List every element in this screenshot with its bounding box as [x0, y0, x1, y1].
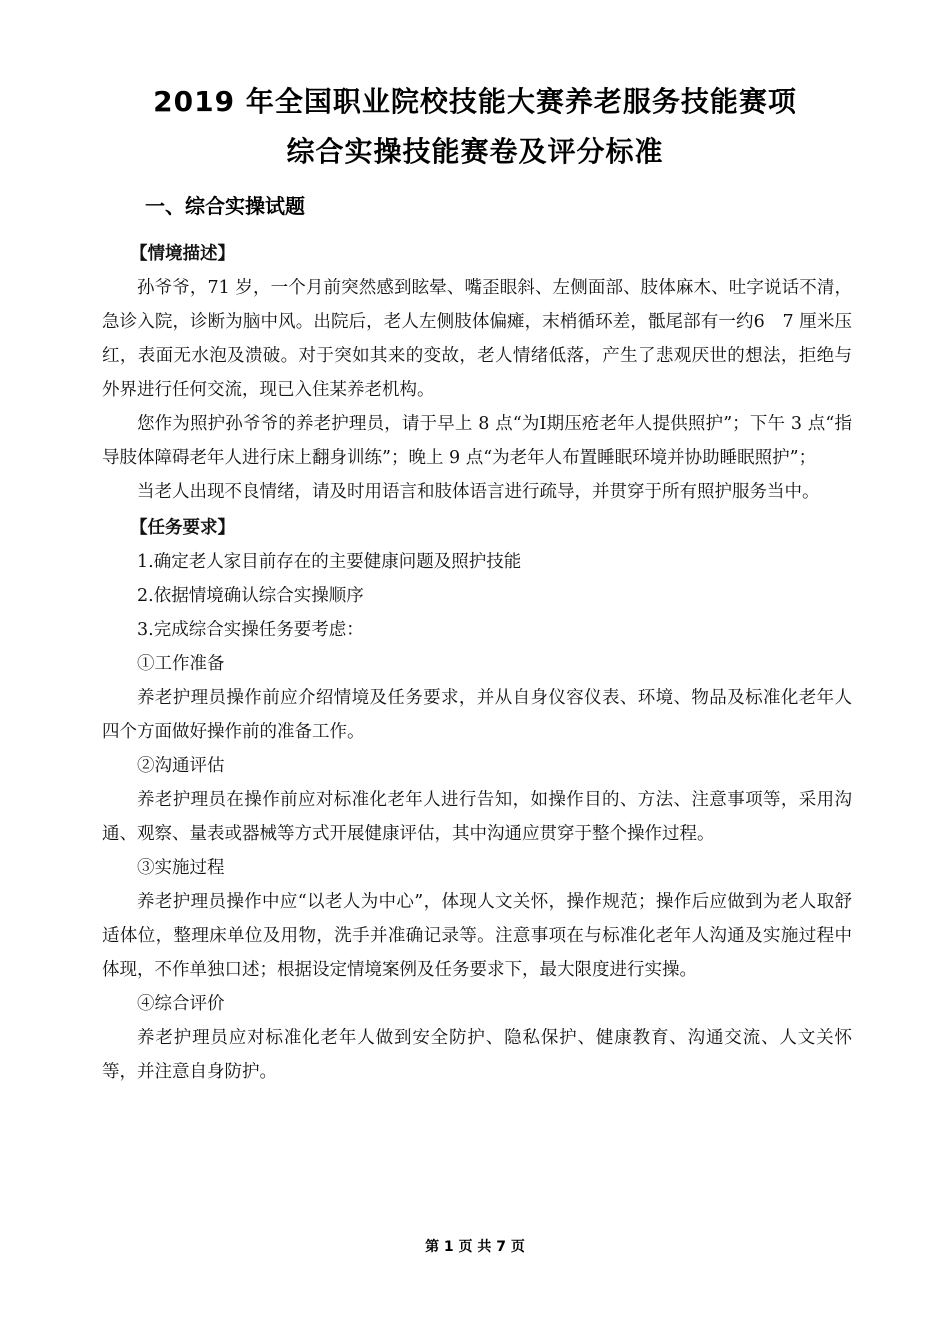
task-item: 2.依据情境确认综合实操顺序	[137, 586, 364, 606]
task-item: 1.确定老人家目前存在的主要健康问题及照护技能	[137, 552, 522, 572]
task-subheading: ③实施过程	[137, 858, 225, 878]
scenario-label: 【情境描述】	[130, 244, 235, 264]
task-paragraph: 养老护理员操作中应“以老人为中心”，体现人文关怀，操作规范；操作后应做到为老人取舒适体位，整理床单位及用物，洗手并准确记录等。注意事项在与标准化老年人沟通及实施过程中体现，不作单独口述；根据设定情境案例及任务要求下，最大限度进行实操。	[102, 892, 852, 980]
task-subheading: ②沟通评估	[137, 756, 225, 776]
task-paragraph: 养老护理员应对标准化老年人做到安全防护、隐私保护、健康教育、沟通交流、人文关怀等，并注意自身防护。	[102, 1028, 852, 1082]
task-item: 3.完成综合实操任务要考虑：	[137, 620, 364, 640]
page-number: 第 1 页 共 7 页	[425, 1239, 525, 1255]
task-subheading: ①工作准备	[137, 654, 225, 674]
task-subheading: ④综合评价	[137, 994, 225, 1014]
task-paragraph: 养老护理员在操作前应对标准化老年人进行告知，如操作目的、方法、注意事项等，采用沟通、观察、量表或器械等方式开展健康评估，其中沟通应贯穿于整个操作过程。	[102, 790, 852, 844]
document-title-line1: 2019 年全国职业院校技能大赛养老服务技能赛项	[153, 85, 797, 118]
scenario-paragraph: 您作为照护孙爷爷的养老护理员，请于早上 8 点“为Ⅰ期压疮老年人提供照护”；下午 3 点“指导肢体障碍老年人进行床上翻身训练”；晚上 9 点“为老年人布置睡眠环境并协助睡眠照护”；	[102, 414, 852, 468]
document-body	[102, 237, 852, 1089]
document-title-line2: 综合实操技能赛卷及评分标准	[286, 135, 664, 168]
task-paragraph: 养老护理员操作前应介绍情境及任务要求，并从自身仪容仪表、环境、物品及标准化老年人四个方面做好操作前的准备工作。	[102, 688, 852, 742]
scenario-paragraph: 孙爷爷，71 岁，一个月前突然感到眩晕、嘴歪眼斜、左侧面部、肢体麻木、吐字说话不清，急诊入院，诊断为脑中风。出院后，老人左侧肢体偏瘫，末梢循环差，骶尾部有一约6 7 厘米压红，表面无水泡及溃破。对于突如其来的变故，老人情绪低落，产生了悲观厌世的想法，拒绝与外界进行任何交流，现已入住某养老机构。	[102, 278, 852, 400]
tasks-label: 【任务要求】	[130, 518, 235, 538]
section-heading: 一、综合实操试题	[145, 194, 305, 218]
scenario-paragraph: 当老人出现不良情绪，请及时用语言和肢体语言进行疏导，并贯穿于所有照护服务当中。	[137, 482, 820, 502]
